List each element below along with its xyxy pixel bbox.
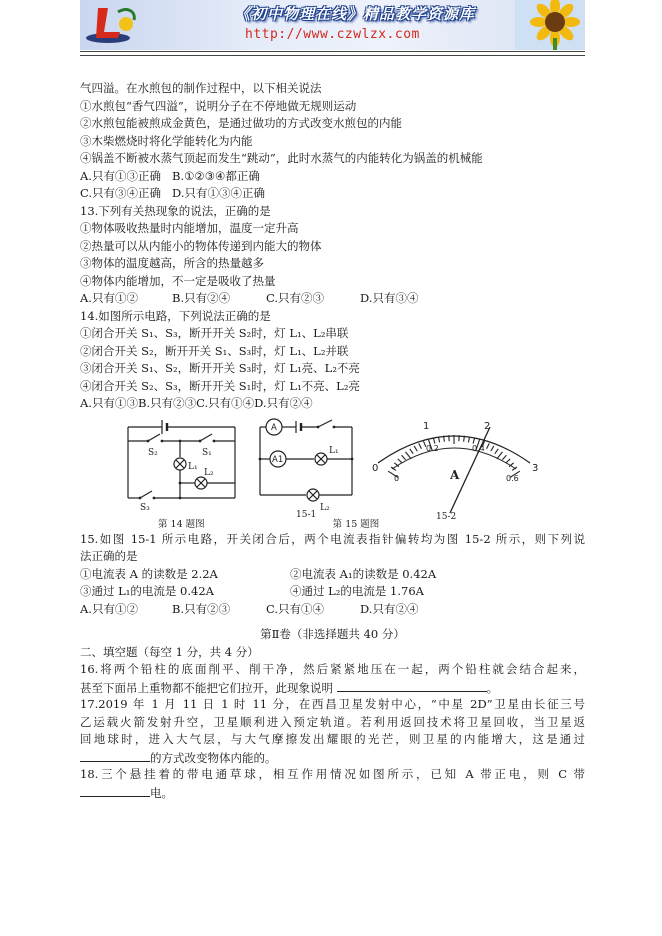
q14-item-1: ①闭合开关 S₁、S₃，断开开关 S₂时，灯 L₁、L₂串联: [80, 326, 349, 340]
q12-item-1: ①水煎包“香气四溢”，说明分子在不停地做无规则运动: [80, 98, 357, 113]
q12-item-2: ②水煎包能被煎成金黄色，是通过做功的方式改变水煎包的内能: [80, 116, 402, 130]
q16-line-2: [80, 679, 585, 697]
meter-inner-tick-0: 0: [394, 473, 400, 483]
q12-item-3: ③木柴燃烧时将化学能转化为内能: [80, 133, 253, 148]
meter-tick: [433, 437, 435, 443]
q18-line-2: [80, 784, 585, 802]
figures-row: [80, 413, 585, 531]
fig15-1-a1-label: A1: [272, 454, 284, 465]
fig14-s2-label: S₂: [148, 447, 158, 458]
header-divider: [80, 51, 585, 52]
q12-option-a[interactable]: A.只有①③正确: [80, 168, 161, 183]
q15-item-1: ①电流表 A 的读数是 2.2A: [80, 566, 218, 581]
meter-outer-tick-3: 3: [532, 462, 539, 474]
q15-options: [80, 601, 585, 619]
meter-tick: [419, 443, 422, 448]
q12-stem: 气四溢。在水煎包的制作过程中，以下相关说法: [80, 81, 322, 95]
meter-outer-tick-2: 2: [484, 420, 491, 432]
q14-options[interactable]: A.只有①③B.只有②③C.只有①④D.只有②④: [80, 396, 313, 410]
q15-option-b[interactable]: B.只有②③: [172, 601, 231, 616]
meter-outer-tick-0: 0: [372, 462, 379, 474]
q15-stem-1: 15.如图 15-1 所示电路，开关闭合后，两个电流表指针偏转均为图 15-2 所示，则下列说: [80, 531, 585, 546]
meter-outer-tick-1: 1: [423, 420, 430, 432]
q13-option-b[interactable]: B.只有②④: [172, 291, 231, 305]
section-2-heading: 二、填空题（每空 1 分，共 4 分）: [80, 644, 259, 659]
q15-items-row-1: [80, 566, 585, 584]
q15-items-row-2: [80, 583, 585, 601]
q14-stem: 14.如图所示电路，下列说法正确的是: [80, 308, 271, 323]
q13-item-2: ②热量可以从内能小的物体传递到内能大的物体: [80, 238, 322, 253]
q15-option-c[interactable]: C.只有①④: [266, 601, 325, 616]
logo-icon: [84, 2, 140, 48]
q12-options-row-1: [80, 168, 585, 186]
page-content: [80, 80, 585, 801]
q12-option-d[interactable]: D.只有①③④正确: [172, 186, 265, 200]
q15-option-d[interactable]: D.只有②④: [360, 601, 419, 616]
q13-option-c[interactable]: C.只有②③: [266, 291, 325, 305]
q13-stem: 13.下列有关热现象的说法，正确的是: [80, 203, 271, 218]
meter-tick: [410, 448, 413, 453]
q15-item-3: ③通过 L₁的电流是 0.42A: [80, 584, 214, 598]
meter-tick: [398, 458, 402, 462]
q15-item-2: ②电流表 A₁的读数是 0.42A: [290, 566, 437, 581]
header-url[interactable]: http://www.czwlzx.com: [245, 27, 420, 42]
fig15-2-caption: 15-2: [436, 511, 457, 522]
q13-option-d[interactable]: D.只有③④: [360, 291, 419, 305]
q14-item-3: ③闭合开关 S₁、S₂，断开开关 S₃时，灯 L₁亮、L₂不亮: [80, 361, 360, 375]
q12-item-4: ④锅盖不断被水蒸气顶起而发生“跳动”，此时水蒸气的内能转化为锅盖的机械能: [80, 151, 483, 165]
fig15-1-l1-label: L₁: [329, 445, 339, 456]
meter-tick: [406, 451, 412, 458]
q17-line-3: 回地球时，进入大气层，与大气摩擦发出耀眼的光芒，则卫星的内能增大，这是通过: [80, 732, 585, 746]
fig14-circuit: [120, 413, 245, 531]
q13-item-1: ①物体吸收热量时内能增加，温度一定升高: [80, 221, 299, 235]
q13-options: [80, 290, 585, 308]
meter-tick: [491, 445, 494, 450]
q16-answer-blank[interactable]: [337, 679, 487, 692]
q18-line-1: 18.三个悬挂着的带电通草球，相互作用情况如图所示，已知 A 带正电，则 C 带: [80, 767, 585, 781]
q13-option-a[interactable]: A.只有①②: [80, 291, 138, 305]
meter-tick: [502, 455, 506, 459]
q17-line-2: 乙运载火箭发射升空，卫星顺利进入预定轨道。若利用返回技术将卫星回收，当卫星返: [80, 714, 585, 729]
fig15-caption: 第 15 题图: [332, 518, 380, 530]
fig15-1-circuit: [252, 413, 380, 531]
meter-tick: [506, 458, 510, 462]
q13-item-4: ④物体内能增加，不一定是吸收了热量: [80, 273, 276, 288]
q14-item-4: ④闭合开关 S₂、S₃，断开开关 S₁时，灯 L₁不亮、L₂亮: [80, 378, 360, 393]
sunflower-icon: [515, 0, 585, 50]
q18-line-2-text: 电。: [150, 785, 173, 800]
fig14-l2-label: L₂: [204, 467, 214, 478]
q13-item-3: ③物体的温度越高，所含的热量越多: [80, 256, 264, 270]
section-2-title: 第Ⅱ卷（非选择题共 40 分）: [260, 627, 405, 641]
meter-inner-tick-02: 0.2: [426, 443, 439, 453]
meter-tick: [473, 437, 475, 443]
q12-options-row-2: [80, 185, 585, 203]
fig14-l1-label: L₁: [188, 461, 198, 472]
meter-unit-label: A: [450, 467, 460, 482]
fig14-s3-label: S₃: [140, 502, 150, 513]
q17-line-1: 17.2019 年 1 月 11 日 1 时 11 分，在西昌卫星发射中心，“中星 2D”卫星由长征三号: [80, 697, 585, 711]
q16-line-1: 16.将两个铅柱的底面削平、削干净，然后紧紧地压在一起，两个铅柱就会结合起来，: [80, 662, 585, 676]
header-title: 《初中物理在线》精品教学资源库: [234, 5, 475, 23]
q12-option-c[interactable]: C.只有③④正确: [80, 186, 162, 200]
q16-line-2-text: 甚至下面吊上重物都不能把它们拉开，此现象说明: [80, 680, 333, 695]
q17-answer-blank[interactable]: [80, 749, 150, 762]
meter-tick: [497, 451, 503, 458]
fig15-1-l2-label: L₂: [320, 502, 330, 513]
q15-item-4: ④通过 L₂的电流是 1.76A: [290, 584, 424, 598]
q18-answer-blank[interactable]: [80, 784, 150, 797]
q15-option-a[interactable]: A.只有①②: [80, 601, 138, 616]
q15-stem-2: 法正确的是: [80, 549, 138, 563]
meter-tick: [402, 455, 406, 459]
meter-tick: [414, 445, 417, 450]
q17-line-4-text: 的方式改变物体内能的。: [150, 750, 277, 765]
meter-inner-tick-04: 0.4: [472, 443, 485, 453]
q16-line-2-end: 。: [486, 680, 499, 695]
fig15-1-caption: 15-1: [296, 509, 317, 520]
fig15-1-a-label: A: [271, 422, 277, 433]
meter-inner-tick-06: 0.6: [506, 473, 519, 483]
header-banner: [80, 0, 585, 50]
q12-option-b[interactable]: B.①②③④都正确: [172, 168, 260, 183]
fig14-s1-label: S₁: [202, 447, 212, 458]
header-divider-2: [80, 55, 585, 56]
q17-line-4: [80, 749, 585, 767]
q14-item-2: ②闭合开关 S₂，断开开关 S₁、S₃时，灯 L₁、L₂并联: [80, 343, 349, 358]
fig15-2-meter: [366, 413, 546, 531]
meter-tick: [487, 443, 490, 448]
fig14-caption: 第 14 题图: [158, 518, 205, 530]
meter-tick: [495, 448, 498, 453]
